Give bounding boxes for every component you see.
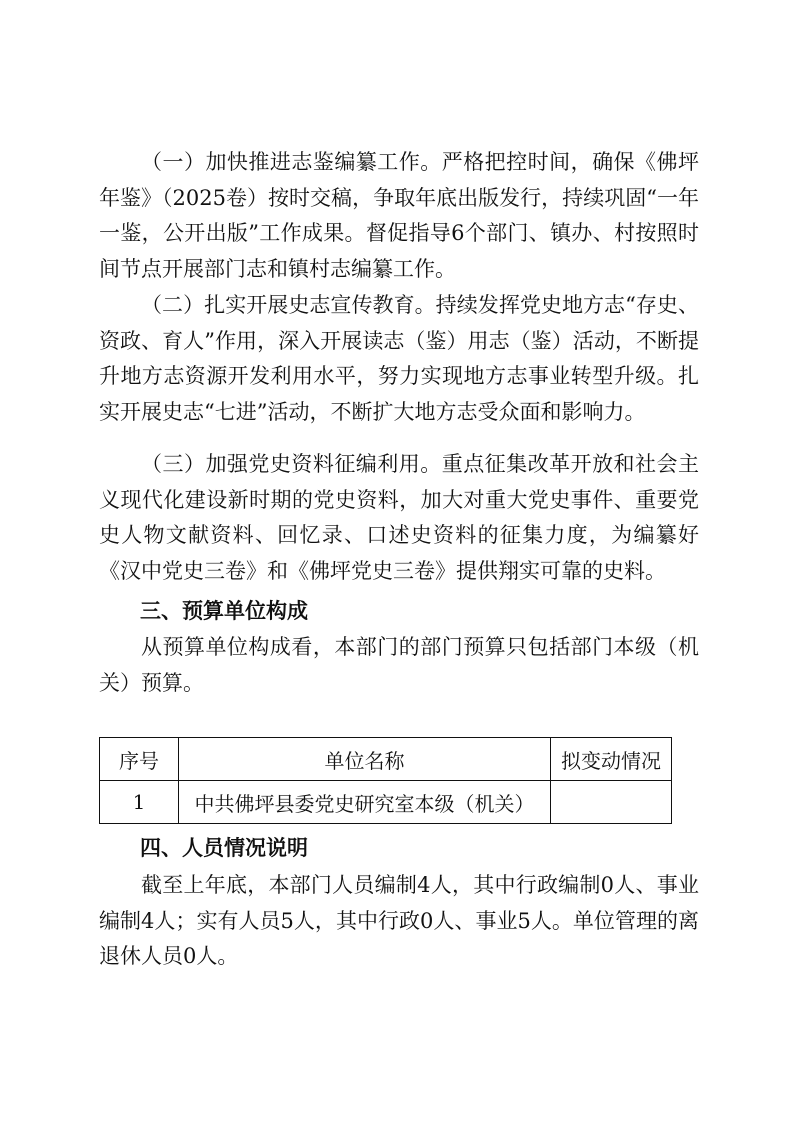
paragraph-item-3 [99, 447, 699, 589]
section-3-heading: 三、预算单位构成 [140, 599, 308, 623]
paragraph-item-2 [99, 288, 699, 430]
header-cell-unit-name: 单位名称 [179, 738, 551, 781]
item-2-lead: （二）扎实开展史志宣传教育。 [141, 293, 436, 317]
item-1-body: 严格把控时间，确保《佛坪年鉴》（2025卷）按时交稿，争取年底出版发行，持续巩固“一年一鉴，公开出版”工作成果。督促指导6个部门、镇办、村按照时间节点开展部门志和镇村志编纂工作。 [99, 150, 699, 281]
section-4-heading: 四、人员情况说明 [140, 836, 308, 860]
row-cell-unit-name: 中共佛坪县委党史研究室本级（机关） [179, 781, 551, 824]
item-3-lead: （三）加强党史资料征编利用。 [141, 452, 442, 476]
section-4-text: 截至上年底，本部门人员编制4人，其中行政编制0人、事业编制4人；实有人员5人，其中行政0人、事业5人。单位管理的离退休人员0人。 [99, 873, 699, 968]
item-1-lead: （一）加快推进志鉴编纂工作。 [141, 150, 442, 174]
table-row [100, 781, 672, 824]
table-header-row [100, 738, 672, 781]
item-3-body: 重点征集改革开放和社会主义现代化建设新时期的党史资料，加大对重大党史事件、重要党史人物文献资料、回忆录、口述史资料的征集力度，为编纂好《汉中党史三卷》和《佛坪党史三卷》提供翔实可靠的史料。 [99, 452, 699, 583]
row-cell-change [551, 781, 672, 824]
paragraph-item-1 [99, 145, 699, 287]
budget-units-table [99, 737, 672, 824]
header-cell-index: 序号 [100, 738, 179, 781]
item-2-body: 持续发挥党史地方志“存史、资政、育人”作用，深入开展读志（鉴）用志（鉴）活动，不断提升地方志资源开发利用水平，努力实现地方志事业转型升级。扎实开展史志“七进”活动，不断扩大地方志受众面和影响力。 [99, 293, 699, 424]
section-3-text: 从预算单位构成看，本部门的部门预算只包括部门本级（机关）预算。 [99, 635, 699, 695]
row-cell-index: 1 [100, 781, 179, 824]
header-cell-change: 拟变动情况 [551, 738, 672, 781]
